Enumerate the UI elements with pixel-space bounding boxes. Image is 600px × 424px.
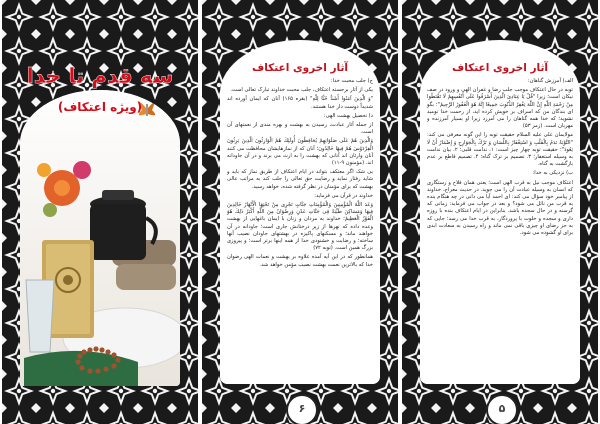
paragraph: همانطور که در این آیه آمده علاوه بر بهشت و نعمات الهی رضوان خدا که بالاترین نعمت بهشت نصیب مؤمن خواهد شد. [227, 254, 373, 268]
paragraph: بی شک اگر معتکف بتواند در ایام اعتکاف از طریق نماز که باید و شاید رفتار نماید و رضایت حق تعالی را جلب کند به مراتب عالی بهشت که برای مؤمنان در نظر گرفته شده، خواهد رسید. [227, 169, 373, 190]
paragraph: ج) جلب محبت خدا: [330, 78, 373, 84]
cover-subtitle: (ویژه اعتکاف) [57, 100, 143, 114]
paragraph: اعتکاف موجب نیل به قرب الهی است؛ یعنی همان فلاح و رستگاری که انسان به وسیله عبادت آن را می جوید. در حدیث معراج، خداوند از پیامبر خود سؤال می کند: ای احمد آیا می دانی در چه هنگام بنده به قرب من نائل می شود؟ و بعد در جواب می فرماید: زمانی که گرسنه و در حال سجده باشد. بنابراین در ایام اعتکاف بنده با روزه داری و سجده و خلوت با پروردگار، به قرب خدا می رسد؛ جایی که به جز رضای او چیزی باقی نمی ماند و راه رسیدن به سعادت ابدی برای او گشوده می شود. [427, 179, 573, 237]
water-glass [26, 280, 54, 352]
page-number: ۵ [486, 394, 518, 424]
paragraph: "وَ الَّذِینَ آمَنُوا أَشَدُّ حُبًّا لِلَّهِ" (بقره ۱۶۵) آنان که ایمان آورده اند شدیداً دوست دار خدا هستند. [227, 96, 373, 110]
paragraph: یکی از آثار برجسته اعتکاف، جلب محبت خداوند تبارک تعالی است. [230, 87, 373, 94]
page-title: آثار اخروی اعتکاف [452, 62, 548, 74]
cover-title: سه قدم تا خدا [26, 64, 174, 88]
paragraph: توبه در حال اعتکاف موجب جلب رضا و غفران الهی و ورود در صف نیکان است؛ زیرا "قُلْ یَا عِبَادِیَ الَّذِینَ أَسْرَفُوا عَلَى أَنْفُسِهِمْ لَا تَقْنَطُوا مِنْ رَحْمَةِ اللَّهِ إِنَّ اللَّهَ یَغْفِرُ الذُّنُوبَ جَمِیعًا إِنَّهُ هُوَ الْغَفُورُ الرَّحِیمُ"؛ بگو ای بندگان من که اسراف بر خویش کرده اید، از رحمت خدا نومید نشوید؛ که خدا همه گناهان را می آمرزد زیرا او بسیار آمرزنده و مهربان است. (زمر ۵۳) [427, 87, 573, 130]
paragraph: از جمله آثار عبادت، رسیدن به بهشت و بهره مندی از نعمتهای آن است. [227, 122, 373, 136]
paragraph: الف) آمرزش گناهان: [527, 78, 573, 84]
itikaf-still-life-illustration [20, 90, 180, 386]
page-body [227, 78, 373, 271]
paragraph: ب) نزدیکی به خدا: [532, 170, 573, 177]
paragraph: مولایمان علی علیه السلام حقیقت توبه را این گونه معرفی می کند: "التَّوْبَةُ نَدَمٌ بِالْقَلْبِ وَ اسْتِغْفَارٌ بِاللِّسَانِ وَ تَرْكٌ بِالْجَوَارِحِ وَ إِضْمَارُ أَنْ لَا یَعُودَ"؛ حقیقت توبه چهار چیز است: ۱. ندامت قلبی؛ ۲. بیان ندامت به وسیله استغفار؛ ۳. تصمیم بر ترک گناه؛ ۴. تصمیم قاطع بر عدم بازگشت به گناه. [427, 132, 574, 168]
page-body [427, 78, 573, 239]
paragraph: خداوند در قرآن می فرماید: [314, 192, 373, 199]
page-frame [220, 40, 380, 384]
page-number: ۶ [286, 394, 318, 424]
page-panel-6 [202, 0, 398, 424]
paragraph: د) تحصیل بهشت الهی: [323, 112, 373, 119]
page-panel-5 [402, 0, 598, 424]
cover-frame [20, 90, 180, 386]
paragraph: وَالَّذِینَ هُمْ عَلَى صَلَوَاتِهِمْ یُحَافِظُونَ أُولَئِكَ هُمُ الْوَارِثُونَ الَّذِینَ یَرِثُونَ الْفِرْدَوْسَ هُمْ فِیهَا خَالِدُونَ؛ آنان که از نمازهایشان محافظت می کنند آنان وارثان اند آنانی که بهشت را به ارث می برند و در آن جاودانه اند. (مؤمنون ۹-۱۱) [227, 138, 373, 167]
paragraph: وَعَدَ اللَّهُ الْمُؤْمِنِینَ وَالْمُؤْمِنَاتِ جَنَّاتٍ تَجْرِی مِنْ تَحْتِهَا الْأَنْهَارُ خَالِدِینَ فِیهَا وَمَسَاكِنَ طَیِّبَةً فِی جَنَّاتِ عَدْنٍ وَرِضْوَانٌ مِنَ اللَّهِ أَكْبَرُ ذَلِكَ هُوَ الْفَوْزُ الْعَظِیمُ؛ خداوند به مردان و زنان با ایمان باغهایی از بهشت وعده داده که نهرها از زیر درختانش جاری است؛ جاودانه در آن خواهند ماند؛ و مسکنهای پاکیزه در بهشتهای جاودان نصیب آنها ساخته؛ و رضایت و خشنودی خدا از همه اینها برتر است؛ و پیروزی بزرگ همین است. (توبه ۷۲) [227, 202, 373, 252]
page-title: آثار اخروی اعتکاف [252, 62, 348, 74]
cover-panel [2, 0, 198, 424]
page-frame [420, 40, 580, 384]
